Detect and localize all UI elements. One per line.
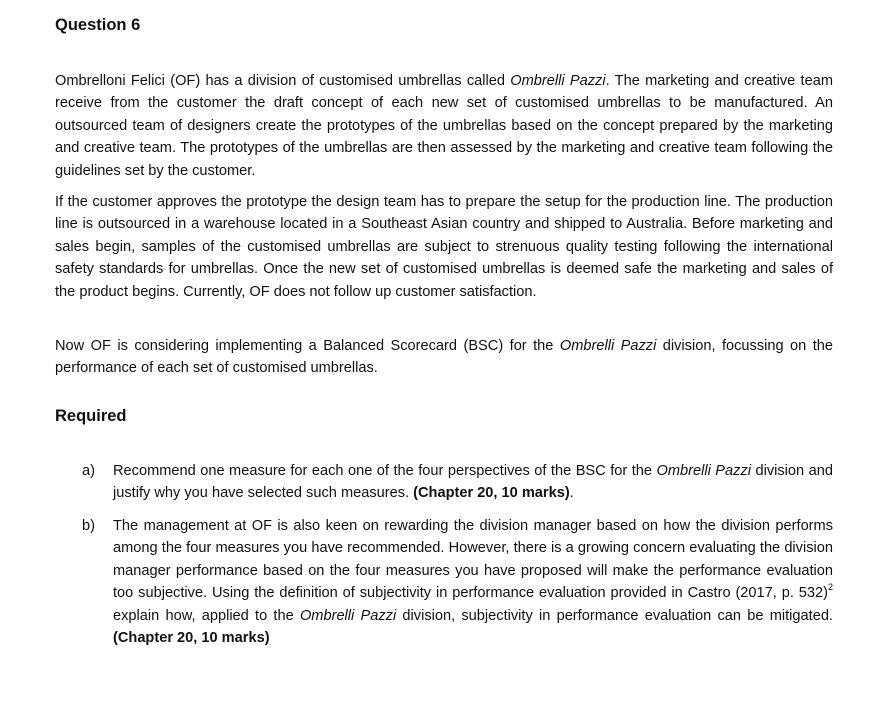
paragraph-production: If the customer approves the prototype the design team has to prepare the setup for the production line. The production line is outsourced in a warehouse located in a Southeast Asian country and shipped to Australia. Before marketing and sales begin, samples of the customised umbrellas are subject to strenuous quality testing following the international safety standards for umbrellas. Once the new set of customised umbrellas is deemed safe the marketing and sales of the product begins. Currently, OF does not follow up customer satisfaction.: [55, 194, 833, 300]
required-title: Required: [55, 407, 127, 425]
division-name-italic: Ombrelli Pazzi: [299, 607, 397, 624]
text-span: division and justify why you have selected such measures.: [113, 463, 833, 502]
required-item-b: [82, 515, 833, 649]
division-name-italic: Ombrelli Pazzi: [559, 338, 657, 354]
required-item-a: [82, 460, 833, 505]
item-text: [113, 460, 833, 505]
paragraph-bsc: [55, 335, 833, 380]
division-name-italic: Ombrelli Pazzi: [510, 73, 606, 89]
marks-label: (Chapter 20, 10 marks): [413, 485, 570, 502]
text-span: .: [569, 485, 574, 502]
footnote-marker: 2: [827, 582, 833, 593]
text-span: Now OF is considering implementing a Balanced Scorecard (BSC) for the: [55, 338, 560, 354]
text-span: The management at OF is also keen on rewarding the division manager based on how the division performs among the four measures you have recommended. However, there is a growing concern evaluating the division manager performance based on the four measures you have proposed will make the performance evaluation too subjective. Using the definition of subjectivity in performance evaluation provided in Castro (2017, p. 532): [113, 518, 833, 602]
item-text: [113, 515, 833, 649]
question-title: Question 6: [55, 16, 141, 34]
marks-label: (Chapter 20, 10 marks): [113, 630, 270, 647]
text-span: explain how, applied to the: [113, 607, 300, 624]
item-label: a): [82, 463, 95, 479]
division-name-italic: Ombrelli Pazzi: [656, 463, 751, 479]
text-span: division, focussing on the performance of each set of customised umbrellas.: [55, 338, 834, 377]
text-span: division, subjectivity in performance evaluation can be mitigated.: [396, 607, 833, 624]
paragraph-intro: [55, 70, 833, 182]
text-span: Recommend one measure for each one of the four perspectives of the BSC for the: [113, 463, 657, 479]
text-span: . The marketing and creative team receive from the customer the draft concept of each new set of customised umbrellas to be manufactured. An outsourced team of designers create the prototypes of the umbrellas based on the concept prepared by the marketing and creative team. The prototypes of the umbrellas are then assessed by the marketing and creative team following the guidelines set by the customer.: [55, 73, 833, 179]
item-label: b): [82, 518, 95, 534]
text-span: Ombrelloni Felici (OF) has a division of customised umbrellas called: [55, 73, 511, 89]
